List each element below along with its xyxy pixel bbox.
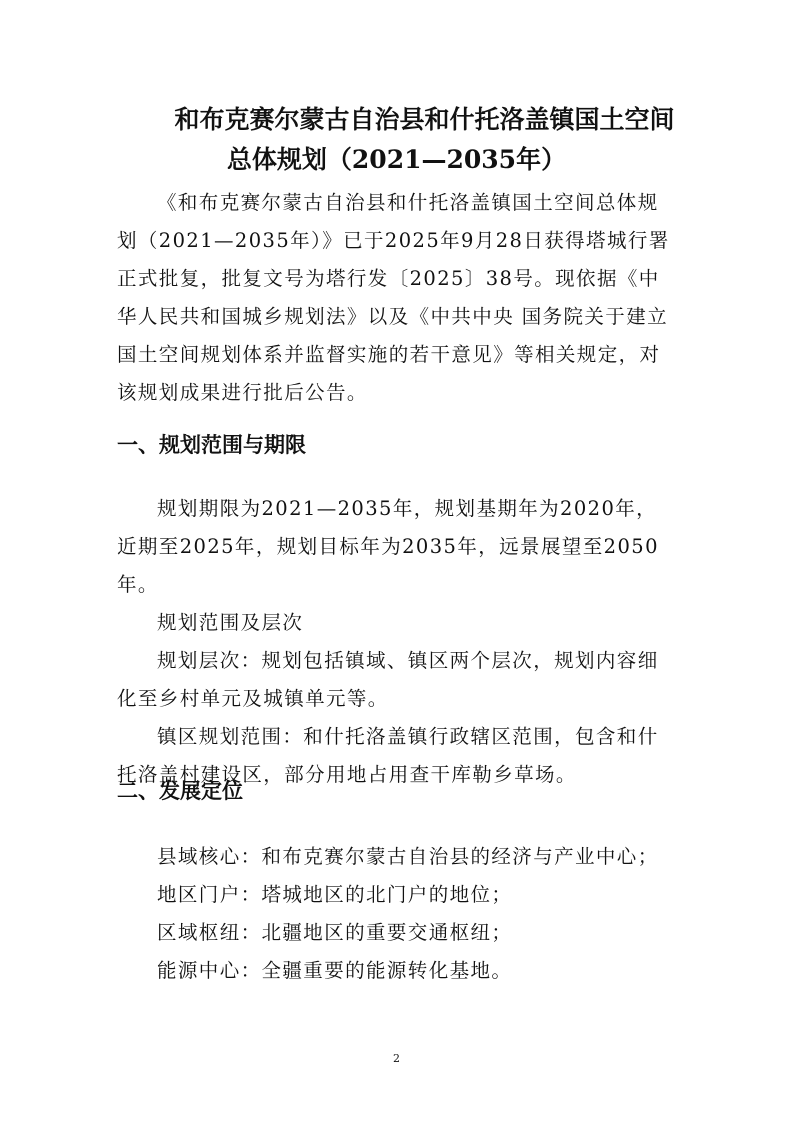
period-paragraph: 规划期限为2021—2035年，规划基期年为2020年，近期至2025年，规划目标年为2035年，远景展望至2050年。 [117, 497, 659, 596]
positioning-item: 能源中心：全疆重要的能源转化基地。 [157, 959, 513, 982]
levels-paragraph: 规划层次：规划包括镇域、镇区两个层次，规划内容细化至乡村单元及城镇单元等。 [117, 649, 659, 710]
town-scope-paragraph: 镇区规划范围：和什托洛盖镇行政辖区范围，包含和什托洛盖村建设区，部分用地占用查干库勒乡草场。 [117, 725, 659, 786]
section1-heading: 一、规划范围与期限 [117, 433, 306, 457]
positioning-item: 县域核心：和布克赛尔蒙古自治县的经济与产业中心； [157, 845, 659, 868]
document-title-line2: 总体规划（2021—2035年） [226, 145, 567, 174]
section1-body [117, 490, 677, 794]
intro-section [117, 184, 677, 412]
positioning-item: 地区门户：塔城地区的北门户的地位； [157, 883, 513, 906]
section2-heading: 二、发展定位 [117, 779, 243, 803]
page-number: 2 [393, 1052, 400, 1065]
intro-paragraph: 《和布克赛尔蒙古自治县和什托洛盖镇国土空间总体规划（2021—2035年）》已于2025年9月28日获得塔城行署正式批复，批复文号为塔行发〔2025〕38号。现依据《中华人民共和国城乡规划法》以及《中共中央 国务院关于建立国土空间规划体系并监督实施的若干意见》等相关规定，对该规划成果进行批后公告。 [117, 191, 670, 404]
positioning-item: 区域枢纽：北疆地区的重要交通枢纽； [157, 921, 513, 944]
document-title-line1: 和布克赛尔蒙古自治县和什托洛盖镇国土空间 [174, 105, 675, 134]
scope-subheading: 规划范围及层次 [157, 611, 304, 634]
